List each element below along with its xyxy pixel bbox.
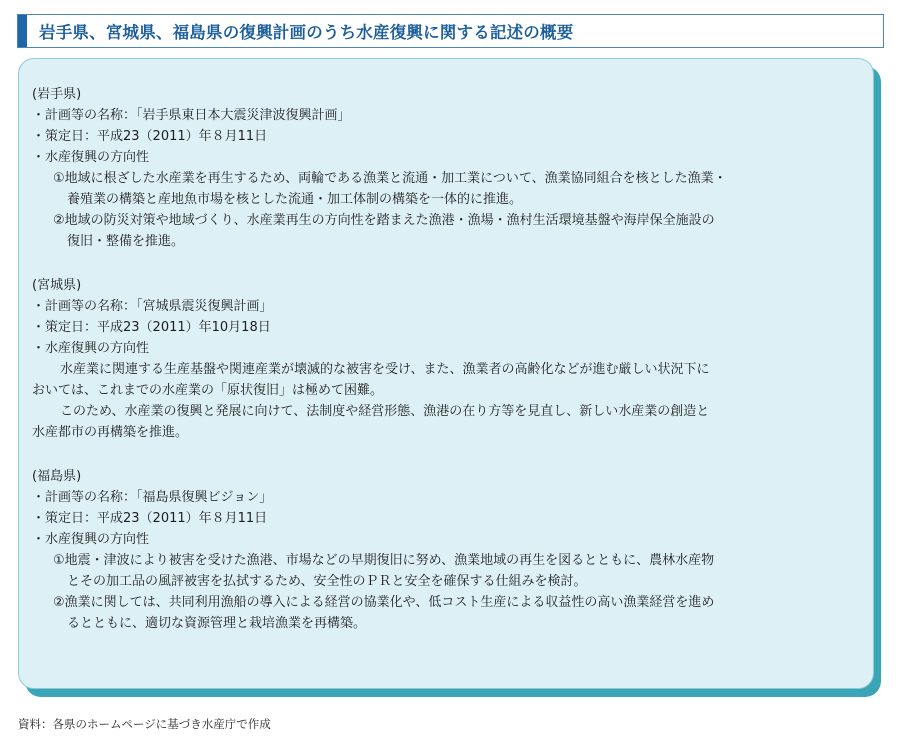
title-accent-bar [18,15,27,47]
direction-heading: ・水産復興の方向性 [32,341,150,356]
prefecture-heading: (岩手県) [32,87,82,102]
summary-content [32,84,862,634]
direction-line: 水産都市の再構築を推進。 [32,425,189,440]
page-title: 岩手県、宮城県、福島県の復興計画のうち水産復興に関する記述の概要 [39,23,574,42]
direction-line: このため、水産業の復興と発展に向けて、法制度や経営形態、漁港の在り方等を見直し、新しい水産業の創造と [60,404,710,419]
summary-panel [18,58,874,689]
prefecture-heading: (福島県) [32,469,82,484]
prefecture-heading: (宮城県) [32,278,82,293]
source-note: 資料：各県のホームページに基づき水産庁で作成 [18,717,271,731]
direction-line: ①地震・津波により被害を受けた漁港、市場などの早期復旧に努め、漁業地域の再生を図るとともに、農林水産物 [53,553,715,568]
section-fukushima [32,466,862,634]
plan-name: ・計画等の名称：「岩手県東日本大震災津波復興計画」 [32,108,351,123]
direction-line: ①地域に根ざした水産業を再生するため、両輪である漁業と流通・加工業について、漁業協同組合を核とした漁業・ [53,171,727,186]
page-title-bar [17,14,884,48]
direction-heading: ・水産復興の方向性 [32,150,150,165]
direction-line: 復旧・整備を推進。 [67,234,185,249]
plan-date: ・策定日：平成23（2011）年８月11日 [32,511,268,526]
plan-date: ・策定日：平成23（2011）年10月18日 [32,320,271,335]
direction-line: とその加工品の風評被害を払拭するため、安全性のＰＲと安全を確保する仕組みを検討。 [67,574,587,589]
direction-line: ②漁業に関しては、共同利用漁船の導入による経営の協業化や、低コスト生産による収益性の高い漁業経営を進め [53,595,715,610]
direction-line: 水産業に関連する生産基盤や関連産業が壊滅的な被害を受け、また、漁業者の高齢化などが進む厳しい状況下に [60,362,710,377]
plan-name: ・計画等の名称：「宮城県震災復興計画」 [32,299,273,314]
section-iwate [32,84,862,252]
section-miyagi [32,275,862,443]
direction-line: るとともに、適切な資源管理と栽培漁業を再構築。 [67,616,367,631]
direction-line: 養殖業の構築と産地魚市場を核とした流通・加工体制の構築を一体的に推進。 [67,192,523,207]
direction-line: ②地域の防災対策や地域づくり、水産業再生の方向性を踏まえた漁港・漁場・漁村生活環境基盤や海岸保全施設の [53,213,715,228]
plan-name: ・計画等の名称：「福島県復興ビジョン」 [32,490,273,505]
direction-heading: ・水産復興の方向性 [32,532,150,547]
direction-line: おいては、これまでの水産業の「原状復旧」は極めて困難。 [32,383,384,398]
plan-date: ・策定日：平成23（2011）年８月11日 [32,129,268,144]
